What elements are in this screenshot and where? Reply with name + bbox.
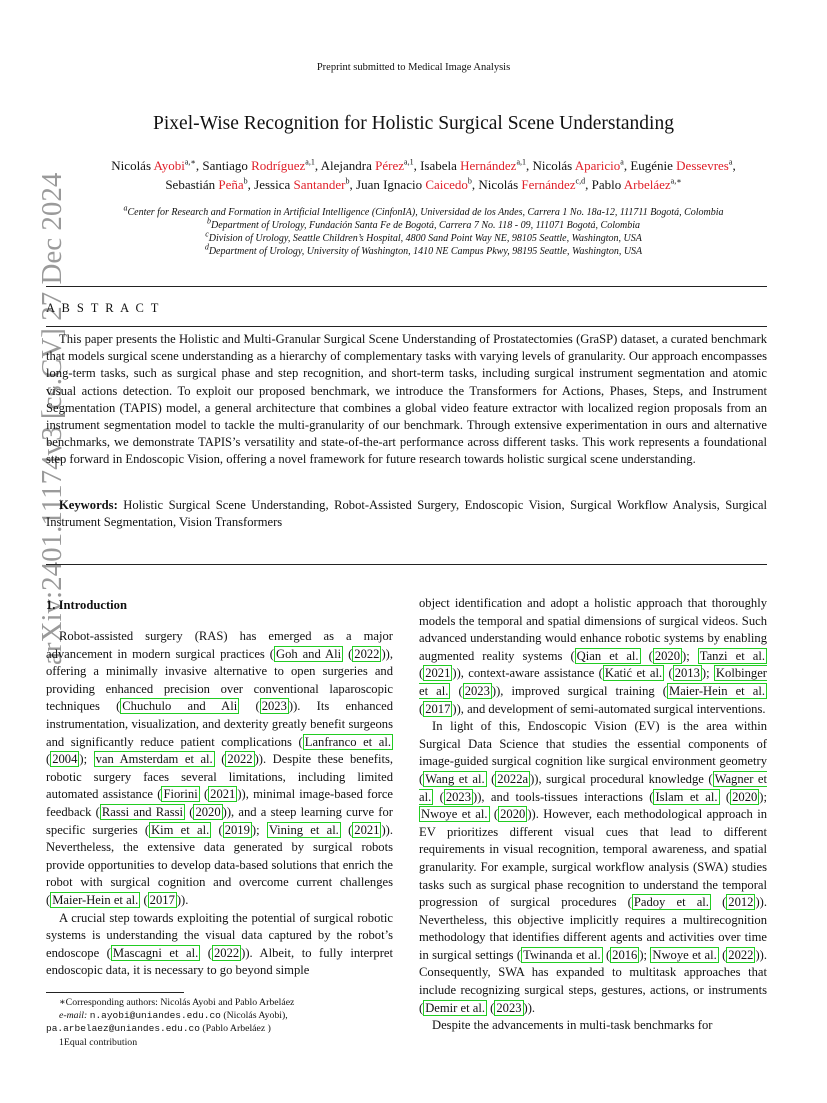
citation-link[interactable]: Nwoye et al. [652,947,717,962]
citation-link[interactable]: Maier-Hein et al. [669,683,765,698]
paragraph-text: ); [79,752,94,767]
citation-link[interactable]: 2023 [445,789,472,804]
paragraph-text: )). Its enhanced instrumentation, visualization, and dexterity greatly benefit surgeons and significantly reduce patient complications ( [46,699,394,749]
author-link[interactable]: Aparicio [574,158,621,173]
author-affil-mark: a,1 [516,157,527,167]
citation-link[interactable]: Islam et al. [655,789,718,804]
author-link[interactable]: Caicedo [425,177,468,192]
paragraph [419,1017,767,1035]
author-affil-mark: a,∗ [670,176,682,186]
citation-link[interactable]: Wagner et al. [419,771,767,804]
abstract-text: This paper presents the Holistic and Multi-Granular Surgical Scene Understanding of Prostatectomies (GraSP) dataset, a curated benchmark that models surgical scene understanding as a hierarchy of complementary tasks with varying levels of granularity. Our approach encompasses long-term tasks, such as surgical phase and step recognition, and short-term tasks, including surgical instrument segmentation and atomic visual actions detection. To exploit our proposed benchmark, we introduce the Transformers for Actions, Phases, Steps, and Instrument Segmentation (TAPIS) model, a general architecture that combines a global video feature extractor with localized region proposals from an instrument segmentation model to tackle the multi-granularity of our benchmark. Through extensive experimentation in ours and alternative benchmarks, we demonstrate TAPIS’s versatility and state-of-the-art performance across different tasks. This work represents a foundational step forward in Endoscopic Vision, offering a novel framework for future research towards holistic surgical scene understanding. [46,332,767,467]
author-affil-mark: a [728,157,733,167]
author-affil-mark: b [345,176,350,186]
author-separator: , [195,158,203,173]
author-first-name: Alejandra [320,158,376,173]
citation-link[interactable]: 2023 [496,1000,522,1015]
paragraph-text: ( [340,822,353,837]
paragraph-text: ( [200,945,212,960]
paragraph-text: ( [185,804,194,819]
affiliation-mark: d [204,242,209,252]
paragraph-text: )), offering a minimally invasive alternative to open surgeries and providing enhanced precision over conventional laparoscopic techniques ( [46,646,393,714]
citation-link[interactable]: 2022a [497,771,529,786]
column-left [46,628,393,980]
affiliation-mark: c [205,229,209,239]
paragraph-text: ( [343,646,353,661]
paragraph-text: ( [486,771,496,786]
email-name-arbelaez: (Pablo Arbeláez ) [199,1023,271,1035]
paragraph-text: )). Nevertheless, this objective implicitly requires a multirecognition methodology that identifies different agents and activities over time in surgical settings ( [419,895,767,962]
paragraph-text: ( [419,666,424,681]
paragraph-text: )), and a steep learning curve for specific surgeries ( [46,804,393,837]
footnote-email-line-2 [46,1022,393,1035]
author-link[interactable]: Peña [218,177,244,192]
paragraph-text: ( [718,947,727,962]
paragraph-text: ( [214,752,226,767]
affiliation-text: Department of Urology, University of Washington, 1410 NE Campus Pkwy, 98195 Seattle, Washington, USA [208,246,643,257]
citation-link[interactable]: 2020 [654,648,681,663]
footnote-equal: 1Equal contribution [59,1036,138,1048]
email-link-arbelaez[interactable]: pa.arbelaez@uniandes.edu.co [46,1023,200,1035]
author-list [60,156,787,194]
citation-link[interactable]: 2013 [674,666,700,681]
email-link-ayobi[interactable]: n.ayobi@uniandes.edu.co [89,1010,221,1022]
citation-link[interactable]: 2016 [612,947,638,962]
paragraph-text: ( [211,822,223,837]
citation-link[interactable]: 2012 [728,895,754,910]
paragraph-text: )), and development of semi-automated surgical interventions. [452,701,766,716]
citation-link[interactable]: Kim et al. [151,822,210,837]
citation-link[interactable]: Twinanda et al. [523,947,601,962]
author-separator: , [732,158,736,173]
author-separator: , [585,177,592,192]
abstract-rule [46,326,767,327]
paragraph-text: Despite the advancements in multi-task benchmarks for [432,1018,713,1033]
paragraph-text: A crucial step towards exploiting the potential of surgical robotic systems is understanding the visual data captured by the robot’s endoscope ( [46,910,393,960]
paragraph-text: )), context-aware assistance ( [452,666,603,681]
citation-link[interactable]: Padoy et al. [633,895,709,910]
author-affil-mark: b [243,176,248,186]
affiliation-text: Center for Research and Formation in Artificial Intelligence (CinfonIA), Universidad de los Andes, Carrera 1 No. 18a-12, 111711 Bogotá, Colombia [127,207,724,218]
footnote-email-line [46,1009,393,1022]
paragraph-text: ( [710,895,727,910]
citation-link[interactable]: 2023 [464,683,490,698]
author-first-name: Jessica [254,177,294,192]
author-first-name: Santiago [202,158,252,173]
citation-link[interactable]: 2022 [213,945,240,960]
paragraph [419,718,767,1017]
citation-link[interactable]: Goh and Ali [275,646,342,661]
paragraph-text: )). Despite these benefits, robotic surgery faces several limitations, including limited automated assistance ( [46,752,393,802]
author-link[interactable]: Arbeláez [623,177,671,192]
affiliation-text: Division of Urology, Seattle Children’s Hospital, 4800 Sand Point Way NE, 98105 Seattle, Washington, USA [208,233,642,244]
footnote-corresponding: ∗Corresponding authors: Nicolás Ayobi and Pablo Arbeláez [59,997,295,1008]
paragraph-text: )). Consequently, SWA has expanded to multitask approaches that include recognizing surgical steps, gestures, actions, or instruments ( [419,947,767,1015]
author-affil-mark: a [620,157,624,167]
paragraph-text: ( [433,789,444,804]
author-separator: , [623,158,631,173]
author-link[interactable]: Pérez [375,158,405,173]
author-first-name: Nicolás [532,158,575,173]
citation-link[interactable]: 2022 [354,646,380,661]
author-link[interactable]: Santander [293,177,346,192]
paragraph [419,595,767,718]
paragraph-text: )), improved surgical training ( [491,683,668,698]
citation-link[interactable]: 2021 [354,822,380,837]
citation-link[interactable]: Chuchulo and Ali [122,699,238,714]
paragraph-text: ); [701,666,714,681]
column-right [419,595,767,1035]
paragraph-text: ( [199,787,209,802]
citation-link[interactable]: Vining et al. [268,822,339,837]
affiliation-line [60,216,787,232]
keywords-text: Holistic Surgical Scene Understanding, Robot-Assisted Surgery, Endoscopic Vision, Surgical Workflow Analysis, Surgical Instrument Segmentation, Vision Transformers [46,498,767,529]
author-first-name: Juan Ignacio [356,177,426,192]
paragraph-text: ( [450,683,463,698]
author-first-name: Sebastián [165,177,219,192]
paragraph-text: ( [719,789,731,804]
citation-link[interactable]: 2021 [425,666,451,681]
keywords-rule [46,564,767,565]
paragraph-text: ); [759,789,767,804]
author-first-name: Eugénie [630,158,677,173]
author-first-name: Nicolás [478,177,522,192]
paper-title: Pixel-Wise Recognition for Holistic Surgical Scene Understanding [153,113,674,134]
author-separator: , [349,177,357,192]
paragraph-text: In light of this, Endoscopic Vision (EV) is the area within Surgical Data Science that studies the essential components of image-guided surgical cognition like surgical environment geometry ( [419,719,767,786]
paragraph-text: )). Albeit, to fully interpret endoscopic data, it is necessary to go beyond simple [46,945,394,978]
citation-link[interactable]: Rassi and Rassi [101,804,184,819]
citation-link[interactable]: 2017 [425,701,451,716]
paragraph-text: )). Nevertheless, the extensive data generated by surgical robots provide opportunities to develop data-based solutions that enrich the robot with surgical cognition and overcome current challenges ( [46,822,394,907]
author-affil-mark: b [467,176,472,186]
keywords [46,497,767,531]
author-first-name: Nicolás [111,158,154,173]
paragraph-text: Robot-assisted surgery (RAS) has emerged as a major advancement in modern surgical practices ( [46,629,393,661]
affiliation-line [60,242,787,258]
footnotes [46,996,393,1049]
paragraph-text: ( [239,699,260,714]
author-link[interactable]: Ayobi [153,158,185,173]
affiliation-line [60,229,787,245]
citation-link[interactable]: 2021 [210,787,236,802]
paragraph-text: )). [176,892,189,907]
author-first-name: Isabela [420,158,461,173]
paragraph-text: ( [640,648,653,663]
author-link[interactable]: Hernández [460,158,517,173]
author-separator: , [314,158,321,173]
keywords-label: Keywords: [59,498,118,512]
citation-link[interactable]: 2019 [224,822,250,837]
citation-link[interactable]: Maier-Hein et al. [52,892,139,907]
author-separator: , [471,177,479,192]
arxiv-stamp[interactable]: arXiv:2401.11174v3 [cs.CV] 27 Dec 2024 [36,172,68,665]
affiliation-line [60,203,787,219]
author-link[interactable]: Dessevres [676,158,729,173]
citation-link[interactable]: 2020 [195,804,221,819]
citation-link[interactable]: Mascagni et al. [112,945,199,960]
paragraph [46,910,393,980]
citation-link[interactable]: Tanzi et al. [699,648,765,663]
paragraph-text: )). However, each methodological approach in EV prioritizes different visual cues that lead to different requirements in visual recognition, temporal awareness, and spatial granularity. For example, surgical workflow analysis (SWA) studies tasks such as surgical phase recognition to understand the temporal progression of surgical procedures ( [419,807,768,910]
paragraph-text: ( [489,807,499,822]
footnote-rule [46,992,184,993]
citation-link[interactable]: van Amsterdam et al. [95,752,213,767]
paragraph-text: ( [46,752,51,767]
citation-link[interactable]: Katić et al. [604,666,663,681]
section-heading: 1. Introduction [46,598,127,612]
paragraph [46,628,393,910]
paragraph-text: )). [523,1000,536,1015]
author-separator: , [247,177,255,192]
author-separator: , [413,158,421,173]
citation-link[interactable]: 2004 [52,752,78,767]
citation-link[interactable]: Lanfranco et al. [304,734,391,749]
citation-link[interactable]: 2022 [227,752,253,767]
email-name-ayobi: (Nicolás Ayobi), [220,1010,288,1022]
top-rule [46,286,767,287]
citation-link[interactable]: Nwoye et al. [421,807,488,822]
paragraph-text: ( [140,892,148,907]
preprint-note: Preprint submitted to Medical Image Analysis [316,62,511,73]
citation-link[interactable]: Wang et al. [425,771,485,786]
author-affil-mark: c,d [575,176,586,186]
author-separator: , [526,158,533,173]
paragraph-text: ( [487,1000,495,1015]
paragraph-text: ); [251,822,267,837]
citation-link[interactable]: Demir et al. [425,1000,485,1015]
affiliations [60,203,787,258]
abstract-heading: A B S T R A C T [46,301,161,315]
paragraph-text: object identification and adopt a holistic approach that thoroughly models the temporal and spatial dimensions of surgical videos. Such advanced understanding would enhance robotic systems by enabling augmented reality systems ( [419,596,767,663]
author-first-name: Pablo [591,177,624,192]
paragraph-text: )), surgical procedural knowledge ( [530,771,713,786]
citation-link[interactable]: 2023 [261,699,287,714]
citation-link[interactable]: 2017 [149,892,175,907]
author-affil-mark: a,1 [404,157,414,167]
affiliation-mark: b [207,216,212,226]
paragraph-text: ); [639,947,651,962]
paragraph-text: ); [682,648,698,663]
affiliation-text: Department of Urology, Fundación Santa Fe de Bogotá, Carrera 7 No. 118 - 09, 111071 Bogotá, Colombia [211,220,640,231]
paragraph-text: ( [419,701,424,716]
affiliation-mark: a [123,203,128,213]
citation-link[interactable]: 2020 [732,789,758,804]
author-affil-mark: a,1 [305,157,315,167]
paragraph-text: ( [602,947,611,962]
citation-link[interactable]: 2020 [500,807,526,822]
paragraph-text: )), minimal image-based force feedback ( [46,787,393,819]
email-label: e-mail: [59,1010,88,1022]
citation-link[interactable]: Qian et al. [576,648,639,663]
paragraph-text: ( [664,666,673,681]
author-affil-mark: a,∗ [184,157,196,167]
citation-link[interactable]: 2022 [728,947,754,962]
author-link[interactable]: Rodríguez [251,158,306,173]
citation-link[interactable]: Kolbinger et al. [419,666,767,698]
paragraph-text: )), and tools-tissues interactions ( [473,789,654,804]
author-link[interactable]: Fernández [521,177,576,192]
citation-link[interactable]: Fiorini [163,787,198,802]
